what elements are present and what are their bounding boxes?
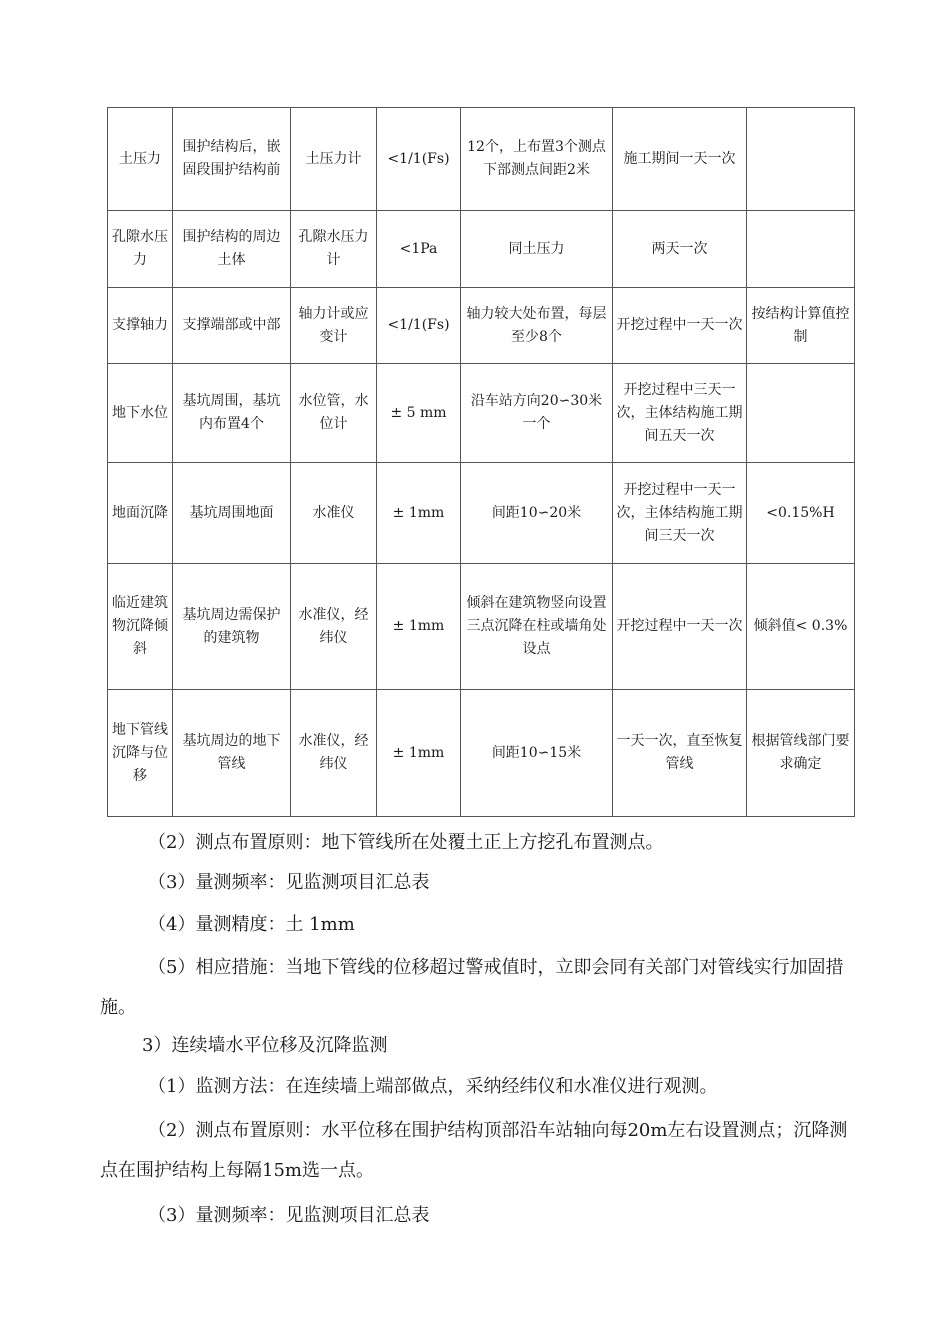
table-cell-instrument: 轴力计或应变计 [291,288,377,364]
table-cell-instrument: 水准仪，经纬仪 [291,564,377,690]
table-cell-location: 支撑端部或中部 [173,288,291,364]
table-cell-control [747,211,855,288]
table-cell-item: 地下管线沉降与位移 [108,690,173,817]
table-cell-layout: 沿车站方向20∽30米一个 [461,364,613,463]
table-cell-instrument: 水位管，水位计 [291,364,377,463]
table-cell-instrument: 水准仪 [291,463,377,564]
table-cell-location: 基坑周围地面 [173,463,291,564]
table-cell-location: 围护结构后，嵌固段围护结构前 [173,108,291,211]
table-cell-control: 倾斜值< 0.3% [747,564,855,690]
table-row [108,211,855,288]
table-row [108,108,855,211]
table-cell-item: 支撑轴力 [108,288,173,364]
table-cell-layout: 12个，上布置3个测点下部测点间距2米 [461,108,613,211]
table-cell-item: 土压力 [108,108,173,211]
table-cell-instrument: 孔隙水压力计 [291,211,377,288]
paragraph-wall-layout: （2）测点布置原则：水平位移在围护结构顶部沿车站轴向每20m左右设置测点；沉降测点在围护结构上每隔15m选一点。 [100,1120,848,1181]
table-cell-precision: ± 5 mm [377,364,461,463]
table-cell-item: 地面沉降 [108,463,173,564]
table-cell-precision: ± 1mm [377,463,461,564]
table-cell-layout: 间距10∽15米 [461,690,613,817]
table-cell-control: 根据管线部门要求确定 [747,690,855,817]
table-cell-location: 基坑周围，基坑内布置4个 [173,364,291,463]
table-row [108,463,855,564]
table-cell-precision: <1/1(Fs) [377,288,461,364]
table-row [108,288,855,364]
table-cell-frequency: 两天一次 [613,211,747,288]
paragraph-layout-principle: （2）测点布置原则：地下管线所在处覆土正上方挖孔布置测点。 [148,832,664,853]
table-cell-frequency: 开挖过程中一天一次 [613,564,747,690]
table-cell-item: 临近建筑物沉降倾斜 [108,564,173,690]
table-cell-item: 地下水位 [108,364,173,463]
table-cell-precision: ± 1mm [377,564,461,690]
table-cell-control [747,108,855,211]
table-cell-control: 按结构计算值控制 [747,288,855,364]
table-cell-layout: 间距10∽20米 [461,463,613,564]
table-cell-layout: 倾斜在建筑物竖向设置三点沉降在柱或墙角处设点 [461,564,613,690]
table-cell-item: 孔隙水压力 [108,211,173,288]
paragraph-frequency: （3）量测频率：见监测项目汇总表 [148,872,430,893]
table-cell-location: 围护结构的周边土体 [173,211,291,288]
table-row [108,564,855,690]
table-cell-location: 基坑周边的地下管线 [173,690,291,817]
table-cell-precision: <1/1(Fs) [377,108,461,211]
table-cell-frequency: 一天一次，直至恢复管线 [613,690,747,817]
table-cell-layout: 轴力较大处布置，每层至少8个 [461,288,613,364]
table-cell-frequency: 开挖过程中三天一次，主体结构施工期间五天一次 [613,364,747,463]
paragraph-method: （1）监测方法：在连续墙上端部做点，采纳经纬仪和水准仪进行观测。 [148,1076,718,1097]
paragraph-wall-frequency: （3）量测频率：见监测项目汇总表 [148,1205,430,1226]
paragraph-measures: （5）相应措施：当地下管线的位移超过警戒值时，立即会同有关部门对管线实行加固措施。 [100,957,844,1018]
table-cell-location: 基坑周边需保护的建筑物 [173,564,291,690]
monitoring-table [107,107,855,817]
table-cell-frequency: 开挖过程中一天一次 [613,288,747,364]
section-heading: 3）连续墙水平位移及沉降监测 [142,1035,388,1056]
table-cell-layout: 同土压力 [461,211,613,288]
table-cell-instrument: 土压力计 [291,108,377,211]
table-cell-frequency: 施工期间一天一次 [613,108,747,211]
table-cell-precision: <1Pa [377,211,461,288]
table-row [108,364,855,463]
table-cell-frequency: 开挖过程中一天一次，主体结构施工期间三天一次 [613,463,747,564]
table-cell-control: <0.15%H [747,463,855,564]
table-cell-precision: ± 1mm [377,690,461,817]
paragraph-precision: （4）量测精度：土 1mm [148,914,355,935]
table-cell-instrument: 水准仪，经纬仪 [291,690,377,817]
table-cell-control [747,364,855,463]
table-row [108,690,855,817]
